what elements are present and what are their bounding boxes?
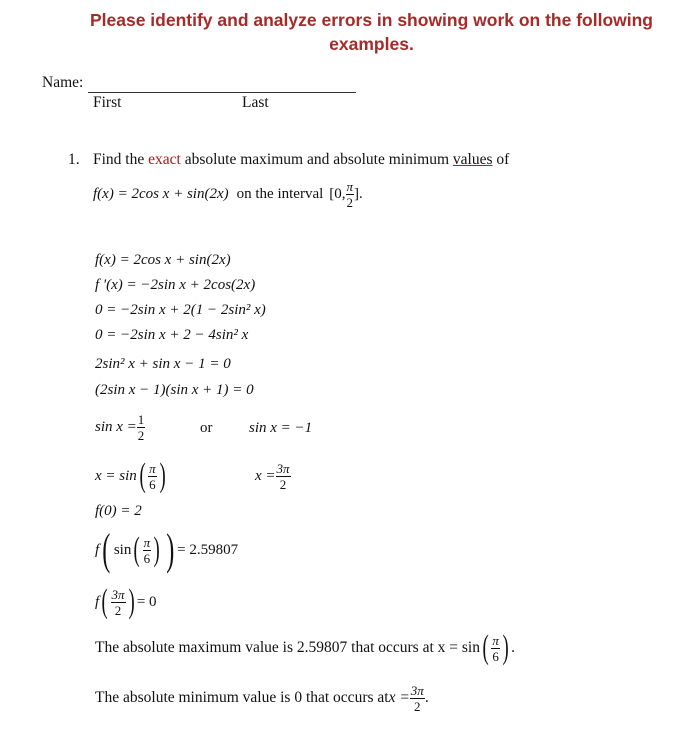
problem-values: values (452, 151, 493, 168)
f-of-sin-line: f ( sin ( $\frac{\pi}{6}$ ) ) = 2.59807 (95, 525, 239, 574)
work-line-1: f(x) = 2cos x + sin(2x) (95, 252, 231, 268)
page-title (60, 8, 683, 56)
problem-number: 1. (68, 151, 80, 168)
problem-function: f(x) = 2cos x + sin(2x) (93, 185, 229, 202)
sin-x-neg1: sin x = −1 (249, 420, 313, 436)
first-name-label: First (93, 94, 122, 111)
work-line-4: 0 = −2sin x + 2 − 4sin² x (95, 327, 249, 343)
name-line (88, 92, 356, 93)
or-label: or (200, 420, 213, 436)
problem-exact: exact (148, 151, 181, 168)
solution-line-3: x = $\frac{3\pi}{2}$ (255, 460, 290, 492)
interval-fraction: $\frac{\pi}{2}$ (346, 178, 354, 210)
interval-open: [0, (329, 185, 346, 202)
solution-line-1: sin x = $\frac{1}{2}$ (95, 411, 145, 443)
work-line-5: 2sin² x + sin x − 1 = 0 (95, 356, 231, 372)
work-line-2: f '(x) = −2sin x + 2cos(2x) (95, 277, 256, 293)
f-of-three-pi-line: f ( $\frac{3\pi}{2}$ ) = 0 (95, 583, 157, 620)
last-name-label: Last (242, 94, 269, 111)
name-label: Name: (42, 74, 84, 91)
f-of-zero: f(0) = 2 (95, 503, 142, 519)
work-line-6: (2sin x − 1)(sin x + 1) = 0 (95, 382, 254, 398)
work-line-3: 0 = −2sin x + 2(1 − 2sin² x) (95, 302, 266, 318)
title-line-1: Please identify and analyze errors in showing work on the following (89, 10, 654, 30)
problem-statement (93, 151, 509, 169)
problem-text-c: of (492, 151, 510, 168)
min-conclusion: The absolute minimum value is 0 that occurs at x = $\frac{3\pi}{2}$ . (95, 682, 429, 714)
interval-close: ]. (354, 185, 363, 202)
solution-line-2: x = sin ( $\frac{\pi}{6}$ ) (95, 457, 166, 494)
max-conclusion: The absolute maximum value is 2.59807 that occurs at x = sin ( $\frac{\pi}{6}$ ) . (95, 629, 516, 666)
title-line-2: examples. (329, 34, 414, 54)
one-half-fraction: $\frac{1}{2}$ (137, 411, 145, 443)
three-pi-over-2-fraction: $\frac{3\pi}{2}$ (276, 460, 290, 492)
pi-over-6-fraction: $\frac{\pi}{6}$ (149, 460, 156, 492)
problem-text-a: Find the (93, 151, 149, 168)
problem-function-line (93, 176, 363, 212)
problem-text-b: absolute maximum and absolute minimum (180, 151, 453, 168)
interval-text: on the interval (236, 185, 324, 202)
